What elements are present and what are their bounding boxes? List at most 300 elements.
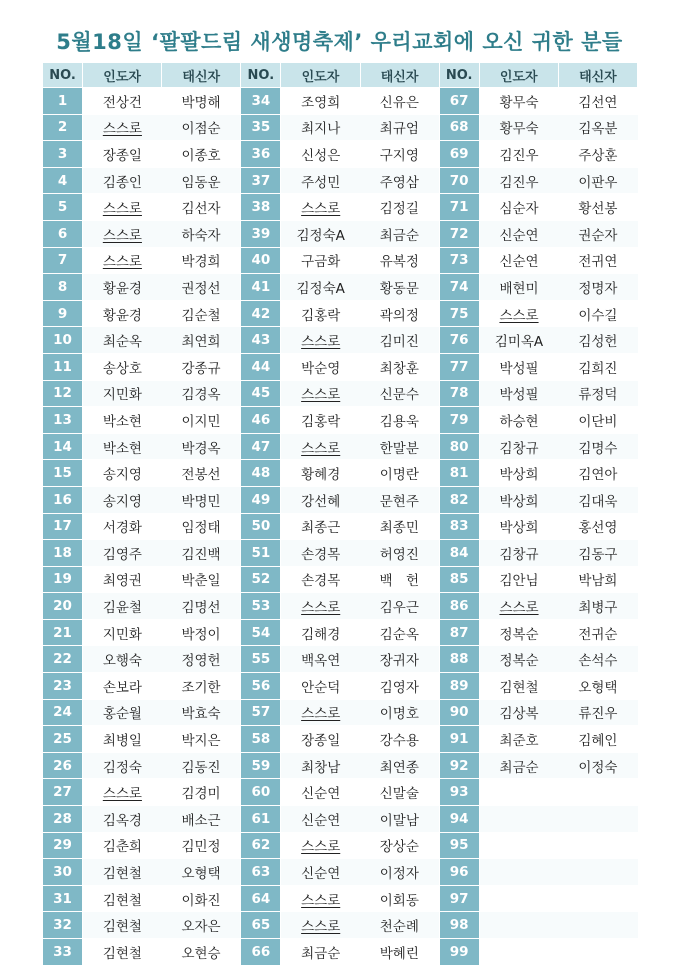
- guide-name: 최종근: [281, 513, 360, 540]
- newcomer-name: 홍선영: [558, 513, 637, 540]
- row-number: 98: [439, 912, 479, 939]
- newcomer-name: 최창훈: [360, 353, 439, 380]
- newcomer-name: 김정길: [360, 194, 439, 221]
- guide-name: 김정숙A: [281, 220, 360, 247]
- newcomer-name: 강수용: [360, 726, 439, 753]
- guide-name: [479, 859, 558, 886]
- newcomer-name: 박춘일: [162, 566, 241, 593]
- newcomer-name: 김진백: [162, 540, 241, 567]
- guide-name: 스스로: [83, 194, 162, 221]
- row-number: 11: [43, 353, 83, 380]
- guide-name: 스스로: [83, 220, 162, 247]
- guide-name: 박성필: [479, 353, 558, 380]
- row-number: 21: [43, 619, 83, 646]
- newcomer-name: 김명선: [162, 593, 241, 620]
- guide-name: 스스로: [281, 380, 360, 407]
- guide-name: 구금화: [281, 247, 360, 274]
- row-number: 17: [43, 513, 83, 540]
- row-number: 6: [43, 220, 83, 247]
- guide-name: 스스로: [83, 779, 162, 806]
- table-row: [43, 619, 638, 646]
- table-row: [43, 114, 638, 141]
- newcomer-name: 최종민: [360, 513, 439, 540]
- guide-name: 주성민: [281, 167, 360, 194]
- table-row: [43, 513, 638, 540]
- row-number: 80: [439, 433, 479, 460]
- newcomer-name: 이종호: [162, 141, 241, 168]
- newcomer-name: 한말분: [360, 433, 439, 460]
- row-number: 79: [439, 407, 479, 434]
- row-number: 61: [241, 806, 281, 833]
- guide-name: 스스로: [83, 247, 162, 274]
- guide-name: 박소현: [83, 407, 162, 434]
- newcomer-name: 정영헌: [162, 646, 241, 673]
- newcomer-name: 전귀연: [558, 247, 637, 274]
- row-number: 56: [241, 673, 281, 700]
- newcomer-name: 박경희: [162, 247, 241, 274]
- guide-name: 황무숙: [479, 88, 558, 115]
- guide-name: 장종일: [83, 141, 162, 168]
- row-number: 16: [43, 486, 83, 513]
- row-number: 36: [241, 141, 281, 168]
- newcomer-name: 조기한: [162, 673, 241, 700]
- row-number: 22: [43, 646, 83, 673]
- row-number: 23: [43, 673, 83, 700]
- row-number: 43: [241, 327, 281, 354]
- newcomer-name: 김우근: [360, 593, 439, 620]
- table-row: [43, 460, 638, 487]
- guide-name: 박상희: [479, 513, 558, 540]
- row-number: 40: [241, 247, 281, 274]
- newcomer-name: 류정덕: [558, 380, 637, 407]
- guide-name: 안순덕: [281, 673, 360, 700]
- table-row: [43, 779, 638, 806]
- row-number: 81: [439, 460, 479, 487]
- row-number: 62: [241, 832, 281, 859]
- guide-name: 전상건: [83, 88, 162, 115]
- guide-name: 지민화: [83, 380, 162, 407]
- newcomer-name: 김경미: [162, 779, 241, 806]
- newcomer-name: [558, 779, 637, 806]
- guide-name: 최지나: [281, 114, 360, 141]
- guide-name: 송지영: [83, 486, 162, 513]
- guide-name: 김진우: [479, 141, 558, 168]
- table-row: [43, 646, 638, 673]
- guide-name: 강선혜: [281, 486, 360, 513]
- row-number: 99: [439, 939, 479, 966]
- newcomer-name: 이점순: [162, 114, 241, 141]
- guide-name: [479, 885, 558, 912]
- row-number: 88: [439, 646, 479, 673]
- newcomer-name: 장상순: [360, 832, 439, 859]
- guide-name: 백옥연: [281, 646, 360, 673]
- newcomer-name: 권정선: [162, 274, 241, 301]
- row-number: 66: [241, 939, 281, 966]
- row-number: 95: [439, 832, 479, 859]
- table-row: [43, 939, 638, 966]
- table-row: [43, 194, 638, 221]
- guide-name: 오행숙: [83, 646, 162, 673]
- newcomer-name: 김대욱: [558, 486, 637, 513]
- newcomer-name: 이정자: [360, 859, 439, 886]
- row-number: 29: [43, 832, 83, 859]
- newcomer-name: 김동구: [558, 540, 637, 567]
- newcomer-name: 허영진: [360, 540, 439, 567]
- row-number: 67: [439, 88, 479, 115]
- newcomer-name: 전봉선: [162, 460, 241, 487]
- guide-name: 김영주: [83, 540, 162, 567]
- guide-name: 정복순: [479, 646, 558, 673]
- guide-name: 정복순: [479, 619, 558, 646]
- row-number: 72: [439, 220, 479, 247]
- guide-name: 최순옥: [83, 327, 162, 354]
- newcomer-name: 장귀자: [360, 646, 439, 673]
- guide-name: 김춘희: [83, 832, 162, 859]
- newcomer-name: 유복정: [360, 247, 439, 274]
- guide-name: 김현철: [83, 885, 162, 912]
- row-number: 25: [43, 726, 83, 753]
- newcomer-name: 김성헌: [558, 327, 637, 354]
- guide-name: 손경목: [281, 540, 360, 567]
- guide-name: 스스로: [281, 885, 360, 912]
- row-number: 10: [43, 327, 83, 354]
- row-number: 94: [439, 806, 479, 833]
- header-newcomer: 태신자: [360, 63, 439, 88]
- newcomer-name: 신말술: [360, 779, 439, 806]
- guide-name: 김종인: [83, 167, 162, 194]
- newcomer-name: 권순자: [558, 220, 637, 247]
- guide-name: 김상복: [479, 699, 558, 726]
- guide-name: 김홍락: [281, 300, 360, 327]
- newcomer-name: 이명란: [360, 460, 439, 487]
- row-number: 49: [241, 486, 281, 513]
- guide-name: 신순연: [479, 220, 558, 247]
- newcomer-name: 이말남: [360, 806, 439, 833]
- guide-name: 스스로: [83, 114, 162, 141]
- table-row: [43, 540, 638, 567]
- guide-name: 신순연: [479, 247, 558, 274]
- guide-name: 황윤경: [83, 300, 162, 327]
- guide-name: 김현철: [479, 673, 558, 700]
- guide-name: 김현철: [83, 939, 162, 966]
- row-number: 91: [439, 726, 479, 753]
- header-guide: 인도자: [479, 63, 558, 88]
- row-number: 30: [43, 859, 83, 886]
- guide-name: 김옥경: [83, 806, 162, 833]
- newcomer-name: 김희진: [558, 353, 637, 380]
- row-number: 1: [43, 88, 83, 115]
- row-number: 39: [241, 220, 281, 247]
- row-number: 9: [43, 300, 83, 327]
- header-guide: 인도자: [281, 63, 360, 88]
- table-row: [43, 566, 638, 593]
- row-number: 65: [241, 912, 281, 939]
- row-number: 42: [241, 300, 281, 327]
- table-row: [43, 167, 638, 194]
- newcomer-name: [558, 885, 637, 912]
- row-number: 54: [241, 619, 281, 646]
- newcomer-name: 황동문: [360, 274, 439, 301]
- table-row: [43, 407, 638, 434]
- guide-name: 김홍락: [281, 407, 360, 434]
- row-number: 90: [439, 699, 479, 726]
- row-number: 47: [241, 433, 281, 460]
- guide-name: [479, 832, 558, 859]
- newcomer-name: 김옥분: [558, 114, 637, 141]
- newcomer-name: 오자은: [162, 912, 241, 939]
- guide-name: 김창규: [479, 433, 558, 460]
- table-row: [43, 593, 638, 620]
- row-number: 60: [241, 779, 281, 806]
- guide-name: 김현철: [83, 912, 162, 939]
- row-number: 41: [241, 274, 281, 301]
- newcomer-name: 최연종: [360, 752, 439, 779]
- guide-name: 김정숙: [83, 752, 162, 779]
- guide-name: 스스로: [479, 593, 558, 620]
- guide-name: [479, 939, 558, 966]
- newcomer-name: 박정이: [162, 619, 241, 646]
- guide-name: 김안님: [479, 566, 558, 593]
- row-number: 86: [439, 593, 479, 620]
- row-number: 34: [241, 88, 281, 115]
- row-number: 26: [43, 752, 83, 779]
- table-row: [43, 353, 638, 380]
- table-row: [43, 141, 638, 168]
- newcomer-name: 김미진: [360, 327, 439, 354]
- newcomer-name: 박경옥: [162, 433, 241, 460]
- row-number: 12: [43, 380, 83, 407]
- guide-name: 지민화: [83, 619, 162, 646]
- guide-name: 최병일: [83, 726, 162, 753]
- row-number: 8: [43, 274, 83, 301]
- guide-name: 배현미: [479, 274, 558, 301]
- row-number: 89: [439, 673, 479, 700]
- row-number: 68: [439, 114, 479, 141]
- guide-name: 황혜경: [281, 460, 360, 487]
- guide-name: 최금순: [281, 939, 360, 966]
- newcomer-name: 김경옥: [162, 380, 241, 407]
- table-row: [43, 699, 638, 726]
- row-number: 97: [439, 885, 479, 912]
- guide-name: 스스로: [281, 194, 360, 221]
- table-row: [43, 486, 638, 513]
- header-no: NO.: [241, 63, 281, 88]
- guide-name: 최영권: [83, 566, 162, 593]
- table-row: [43, 806, 638, 833]
- row-number: 38: [241, 194, 281, 221]
- row-number: 70: [439, 167, 479, 194]
- row-number: 92: [439, 752, 479, 779]
- row-number: 35: [241, 114, 281, 141]
- newcomer-name: 이명호: [360, 699, 439, 726]
- newcomer-name: 이판우: [558, 167, 637, 194]
- newcomer-name: 이화진: [162, 885, 241, 912]
- row-number: 87: [439, 619, 479, 646]
- newcomer-name: 최규엄: [360, 114, 439, 141]
- table-row: [43, 673, 638, 700]
- newcomer-name: 정명자: [558, 274, 637, 301]
- page-title: 5월18일 ‘팔팔드림 새생명축제’ 우리교회에 오신 귀한 분들: [56, 30, 623, 54]
- table-row: [43, 380, 638, 407]
- guide-name: 손보라: [83, 673, 162, 700]
- newcomer-name: 오형택: [162, 859, 241, 886]
- guide-name: 스스로: [281, 327, 360, 354]
- row-number: 82: [439, 486, 479, 513]
- table-row: [43, 912, 638, 939]
- newcomer-name: 김민정: [162, 832, 241, 859]
- table-row: [43, 327, 638, 354]
- newcomer-name: 신문수: [360, 380, 439, 407]
- newcomer-name: 오형택: [558, 673, 637, 700]
- row-number: 84: [439, 540, 479, 567]
- row-number: 96: [439, 859, 479, 886]
- guide-name: [479, 806, 558, 833]
- row-number: 33: [43, 939, 83, 966]
- newcomer-name: 배소근: [162, 806, 241, 833]
- newcomer-name: 김영자: [360, 673, 439, 700]
- guide-name: 박소현: [83, 433, 162, 460]
- guide-name: 김진우: [479, 167, 558, 194]
- newcomer-name: [558, 939, 637, 966]
- guide-name: 최준호: [479, 726, 558, 753]
- row-number: 28: [43, 806, 83, 833]
- guide-name: 스스로: [281, 433, 360, 460]
- guide-name: 스스로: [479, 300, 558, 327]
- row-number: 74: [439, 274, 479, 301]
- newcomer-name: 박명해: [162, 88, 241, 115]
- row-number: 85: [439, 566, 479, 593]
- guide-name: 김정숙A: [281, 274, 360, 301]
- row-number: 31: [43, 885, 83, 912]
- row-number: 78: [439, 380, 479, 407]
- newcomer-name: 박혜린: [360, 939, 439, 966]
- newcomer-name: 임정태: [162, 513, 241, 540]
- guide-name: 최금순: [479, 752, 558, 779]
- guide-name: 박순영: [281, 353, 360, 380]
- row-number: 27: [43, 779, 83, 806]
- newcomer-name: 곽의정: [360, 300, 439, 327]
- guide-name: 하승현: [479, 407, 558, 434]
- newcomer-name: 전귀순: [558, 619, 637, 646]
- guide-name: 송상호: [83, 353, 162, 380]
- header-no: NO.: [43, 63, 83, 88]
- row-number: 3: [43, 141, 83, 168]
- newcomer-name: [558, 832, 637, 859]
- header-guide: 인도자: [83, 63, 162, 88]
- table-row: [43, 726, 638, 753]
- newcomer-name: 오현승: [162, 939, 241, 966]
- table-row: [43, 885, 638, 912]
- table-header-row: [43, 63, 638, 88]
- guide-name: 박상희: [479, 486, 558, 513]
- row-number: 63: [241, 859, 281, 886]
- guide-name: 조영희: [281, 88, 360, 115]
- newcomer-name: 최병구: [558, 593, 637, 620]
- guide-name: 김창규: [479, 540, 558, 567]
- header-newcomer: 태신자: [162, 63, 241, 88]
- table-row: [43, 88, 638, 115]
- row-number: 4: [43, 167, 83, 194]
- newcomer-name: 김연아: [558, 460, 637, 487]
- newcomer-name: 박명민: [162, 486, 241, 513]
- newcomer-name: 문현주: [360, 486, 439, 513]
- row-number: 5: [43, 194, 83, 221]
- table-row: [43, 752, 638, 779]
- newcomer-name: [558, 859, 637, 886]
- row-number: 2: [43, 114, 83, 141]
- row-number: 57: [241, 699, 281, 726]
- row-number: 73: [439, 247, 479, 274]
- newcomer-name: 손석수: [558, 646, 637, 673]
- guide-name: 장종일: [281, 726, 360, 753]
- attendee-table: [42, 62, 638, 966]
- newcomer-name: 김순옥: [360, 619, 439, 646]
- table-row: [43, 300, 638, 327]
- row-number: 93: [439, 779, 479, 806]
- newcomer-name: 류진우: [558, 699, 637, 726]
- row-number: 75: [439, 300, 479, 327]
- newcomer-name: 주영삼: [360, 167, 439, 194]
- guide-name: 신성은: [281, 141, 360, 168]
- guide-name: 손경목: [281, 566, 360, 593]
- table-body: [43, 88, 638, 966]
- guide-name: 심순자: [479, 194, 558, 221]
- guide-name: [479, 779, 558, 806]
- newcomer-name: 임동운: [162, 167, 241, 194]
- newcomer-name: 박지은: [162, 726, 241, 753]
- newcomer-name: 강종규: [162, 353, 241, 380]
- guide-name: 신순연: [281, 859, 360, 886]
- newcomer-name: 신유은: [360, 88, 439, 115]
- table-row: [43, 274, 638, 301]
- newcomer-name: 이단비: [558, 407, 637, 434]
- guide-name: 신순연: [281, 806, 360, 833]
- newcomer-name: 이회동: [360, 885, 439, 912]
- newcomer-name: 최금순: [360, 220, 439, 247]
- newcomer-name: 이정숙: [558, 752, 637, 779]
- newcomer-name: 이수길: [558, 300, 637, 327]
- table-row: [43, 859, 638, 886]
- guide-name: 김현철: [83, 859, 162, 886]
- row-number: 46: [241, 407, 281, 434]
- newcomer-name: 박효숙: [162, 699, 241, 726]
- row-number: 7: [43, 247, 83, 274]
- header-no: NO.: [439, 63, 479, 88]
- row-number: 76: [439, 327, 479, 354]
- row-number: 55: [241, 646, 281, 673]
- row-number: 77: [439, 353, 479, 380]
- newcomer-name: 김동진: [162, 752, 241, 779]
- newcomer-name: 백 헌: [360, 566, 439, 593]
- guide-name: 신순연: [281, 779, 360, 806]
- newcomer-name: 김명수: [558, 433, 637, 460]
- row-number: 15: [43, 460, 83, 487]
- newcomer-name: 구지영: [360, 141, 439, 168]
- row-number: 53: [241, 593, 281, 620]
- table-row: [43, 247, 638, 274]
- guide-name: 김미옥A: [479, 327, 558, 354]
- guide-name: 서경화: [83, 513, 162, 540]
- newcomer-name: 김선자: [162, 194, 241, 221]
- row-number: 71: [439, 194, 479, 221]
- newcomer-name: 주상훈: [558, 141, 637, 168]
- row-number: 51: [241, 540, 281, 567]
- guide-name: [479, 912, 558, 939]
- newcomer-name: [558, 806, 637, 833]
- guide-name: 황윤경: [83, 274, 162, 301]
- guide-name: 스스로: [281, 912, 360, 939]
- newcomer-name: 천순례: [360, 912, 439, 939]
